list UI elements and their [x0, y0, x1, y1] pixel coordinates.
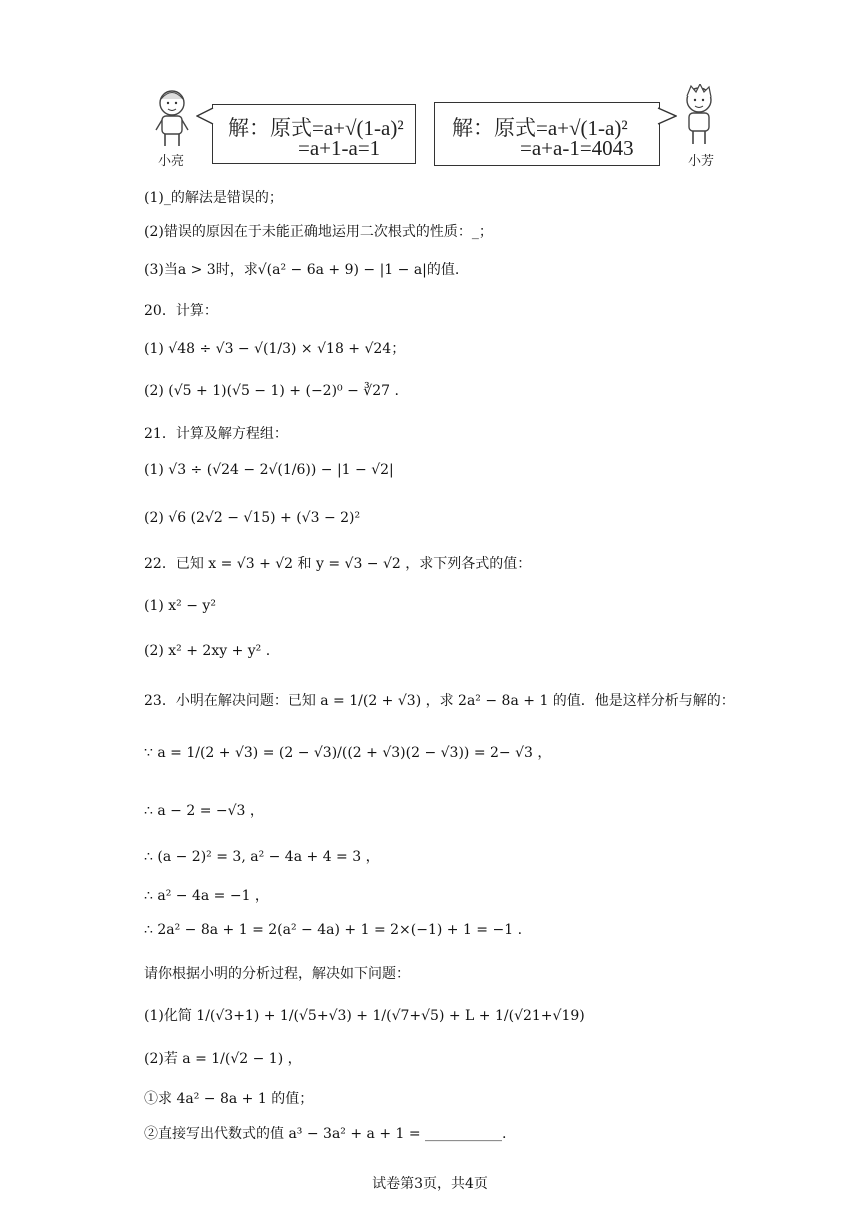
character-xiaofang-figure	[678, 84, 720, 148]
character-name-left: 小亮	[158, 154, 185, 169]
bubble-right-line1: 解：原式=a+√(1-a)²	[452, 116, 628, 140]
q23-step3: ∴ (a − 2)² = 3, a² − 4a + 4 = 3 ，	[144, 849, 380, 865]
q23-step2: ∴ a − 2 = −√3 ，	[144, 803, 264, 819]
q23-part2-sub1: ①求 4a² − 8a + 1 的值；	[144, 1091, 314, 1107]
q19-part1: (1)_的解法是错误的；	[144, 190, 283, 206]
q21-title: 21．计算及解方程组：	[144, 426, 288, 442]
q22-part2: (2) x² + 2xy + y² .	[144, 643, 271, 659]
q23-part2: (2)若 a = 1/(√2 − 1) ，	[144, 1051, 302, 1067]
q21-part1: (1) √3 ÷ (√24 − 2√(1/6)) − |1 − √2|	[144, 462, 394, 478]
q19-part3: (3)当a > 3时，求√(a² − 6a + 9) − |1 − a|的值.	[144, 262, 460, 278]
character-name-right: 小芳	[688, 154, 715, 169]
q21-part2: (2) √6 (2√2 − √15) + (√3 − 2)²	[144, 510, 361, 526]
q20-part1: (1) √48 ÷ √3 − √(1/3) × √18 + √24；	[144, 341, 406, 357]
q22-part1: (1) x² − y²	[144, 598, 216, 614]
q19-part2: (2)错误的原因在于未能正确地运用二次根式的性质：_；	[144, 224, 493, 240]
q23-title: 23．小明在解决问题：已知 a = 1/(2 + √3) ，求 2a² − 8a + 1 的值．他是这样分析与解的：	[144, 693, 735, 709]
q23-part1: (1)化简 1/(√3+1) + 1/(√5+√3) + 1/(√7+√5) + L + 1/(√21+√19)	[144, 1008, 585, 1024]
bubble-right-line2: =a+a-1=4043	[520, 136, 634, 160]
speech-bubble-right-tail	[657, 106, 677, 130]
q20-part2: (2) (√5 + 1)(√5 − 1) + (−2)⁰ − ∛27 .	[144, 383, 399, 399]
bubble-left-line1: 解：原式=a+√(1-a)²	[228, 116, 404, 140]
q22-title: 22．已知 x = √3 + √2 和 y = √3 − √2 ，求下列各式的值：	[144, 556, 532, 572]
q23-step1: ∵ a = 1/(2 + √3) = (2 − √3)/((2 + √3)(2 − √3)) = 2− √3 ，	[144, 745, 552, 761]
q20-title: 20．计算：	[144, 303, 218, 319]
q23-part2-sub2: ②直接写出代数式的值 a³ − 3a² + a + 1 = ___________.	[144, 1126, 507, 1142]
q23-prompt: 请你根据小明的分析过程，解决如下问题：	[144, 966, 410, 982]
q23-step4: ∴ a² − 4a = −1 ，	[144, 888, 269, 904]
page-footer: 试卷第3页，共4页	[372, 1176, 488, 1192]
bubble-left-line2: =a+1-a=1	[298, 136, 381, 160]
character-xiaoliang-figure	[152, 88, 192, 150]
q23-step5: ∴ 2a² − 8a + 1 = 2(a² − 4a) + 1 = 2×(−1) + 1 = −1 .	[144, 922, 523, 938]
speech-bubble-left-tail	[196, 106, 214, 128]
